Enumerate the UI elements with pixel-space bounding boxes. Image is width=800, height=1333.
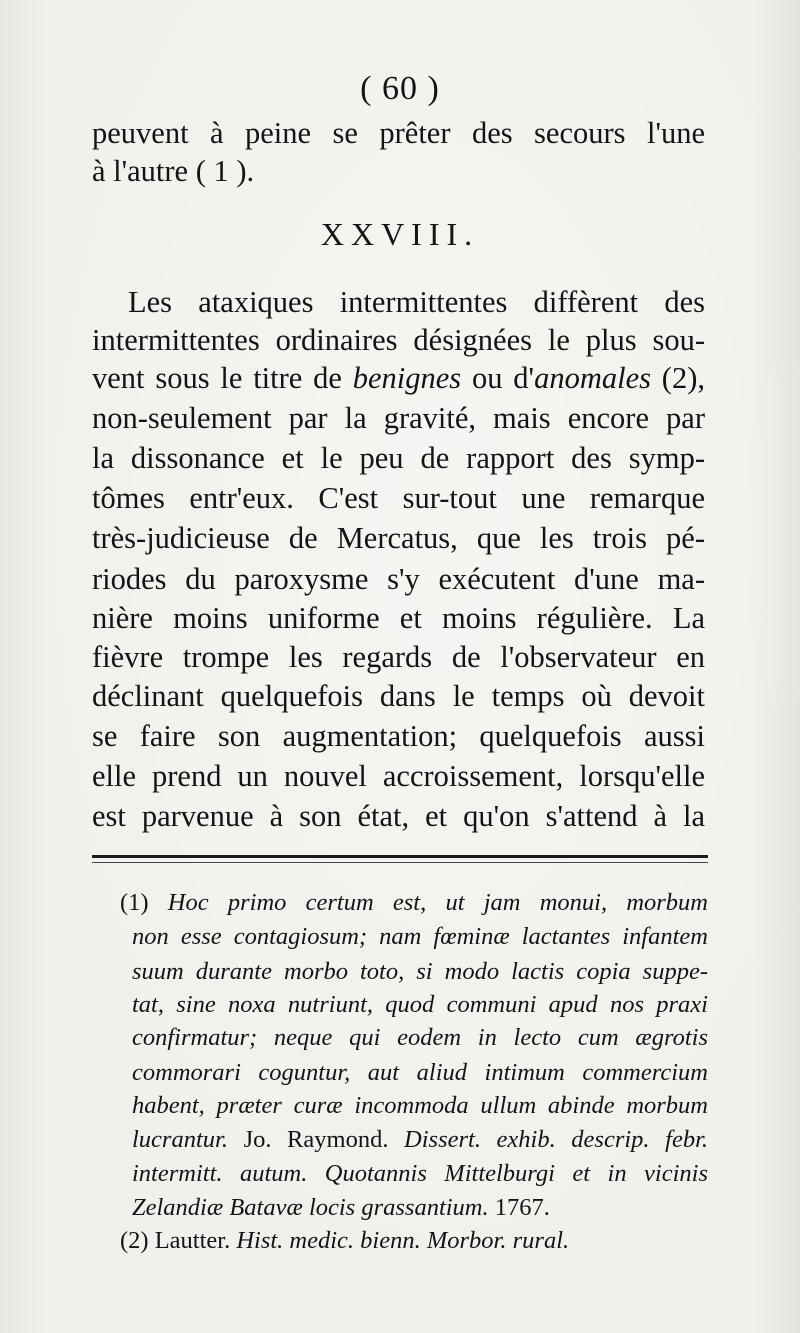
text-line: riodes du paroxysme s'y exécutent d'une ma- (92, 562, 705, 596)
text-line (92, 359, 705, 397)
text-line: est parvenue à son état, et qu'on s'attend à la (92, 799, 705, 833)
footnote-line (120, 1225, 708, 1257)
footnote-number: (2) (120, 1227, 155, 1254)
footnote-line: intermitt. autum. Quotannis Mittelburgi et in vicinis (132, 1160, 708, 1187)
footnote-line: tat, sine noxa nutriunt, quod communi apud nos praxi (132, 991, 708, 1018)
text-line: déclinant quelquefois dans le temps où devoit (92, 679, 705, 713)
text-line: se faire son augmentation; quelquefois aussi (92, 719, 705, 753)
footnote-line (132, 1192, 708, 1224)
footnote-number: (1) (120, 889, 149, 916)
footnote-line: suum durante morbo toto, si modo lactis copia suppe- (132, 958, 708, 985)
text-line: non-seulement par la gravité, mais encore par (92, 401, 705, 435)
text-span: ou d' (461, 361, 535, 395)
text-line: intermittentes ordinaires désignées le plus sou- (92, 323, 705, 357)
footnote-year: 1767. (494, 1194, 550, 1221)
text-line: tômes entr'eux. C'est sur-tout une remarque (92, 481, 705, 515)
footnote-author: Jo. Raymond. (243, 1126, 405, 1153)
footnote-author: Lautter. (154, 1227, 237, 1254)
text-line: peuvent à peine se prêter des secours l'une (92, 116, 705, 150)
page-number: ( 60 ) (360, 70, 440, 107)
text-line: la dissonance et le peu de rapport des symp- (92, 441, 705, 475)
text-line: nière moins uniforme et moins régulière. La (92, 601, 705, 635)
text-line: à l'autre ( 1 ). (92, 154, 255, 188)
italic-term: benignes (352, 361, 462, 395)
footnote-line (132, 1124, 708, 1156)
footnote-rule (92, 862, 708, 863)
footnote-line (120, 887, 708, 919)
footnote-text: Hoc primo certum est, ut jam monui, morbum (148, 889, 708, 916)
text-span: (2), (650, 361, 705, 395)
footnote-rule (92, 855, 708, 858)
section-heading: XXVIII. (320, 216, 480, 252)
footnote-text: Dissert. exhib. descrip. febr. (404, 1126, 709, 1153)
footnote-line: non esse contagiosum; nam fœminæ lactantes infantem (132, 923, 708, 950)
footnote-line: habent, præter curæ incommoda ullum abinde morbum (132, 1092, 708, 1119)
italic-term: anomales (534, 361, 651, 395)
text-span: vent sous le titre de (92, 361, 353, 395)
text-line: très-judicieuse de Mercatus, que les trois pé- (92, 521, 705, 555)
text-line: elle prend un nouvel accroissement, lorsqu'elle (92, 759, 705, 793)
footnote-text: lucrantur. (132, 1126, 244, 1153)
footnote-line: commorari coguntur, aut aliud intimum commercium (132, 1059, 708, 1086)
text-line: fièvre trompe les regards de l'observateur en (92, 640, 705, 674)
footnote-text: Zelandiæ Batavæ locis grassantium. (132, 1194, 495, 1221)
footnote-text: Hist. medic. bienn. Morbor. rural. (236, 1227, 570, 1254)
footnote-line: confirmatur; neque qui eodem in lecto cum ægrotis (132, 1024, 708, 1051)
text-line: Les ataxiques intermittentes diffèrent des (128, 285, 705, 319)
